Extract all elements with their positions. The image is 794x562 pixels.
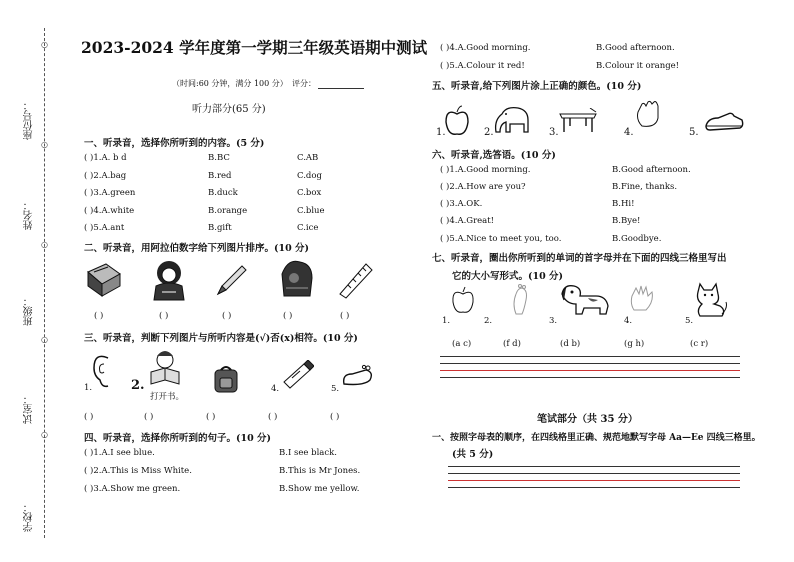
q7-option-3[interactable]: (d b) <box>560 339 581 349</box>
q5-label-2: 2. <box>484 127 494 138</box>
q4-row-2-b: B.This is Mr Jones. <box>279 466 361 476</box>
q4-row-2-a: ( )2.A.This is Miss White. <box>84 466 192 476</box>
q1-row-4-a: ( )4.A.white <box>84 206 135 216</box>
grid-line <box>440 363 740 364</box>
q3-label-1: 1. <box>84 383 93 393</box>
q1-row-5-c: C.ice <box>297 223 319 233</box>
exam-meta: （时间:60 分钟，满分 100 分） <box>172 79 288 88</box>
q4-row-5-a: ( )5.A.Colour it red! <box>440 61 525 71</box>
grid-line <box>448 473 740 474</box>
q2-blank-3[interactable]: ( ) <box>222 311 232 321</box>
q4-row-1-a: ( )1.A.I see blue. <box>84 448 155 458</box>
q1-row-1-c: C.AB <box>297 153 319 163</box>
glue-image <box>280 360 314 390</box>
q3-heading: 三、听录音，判断下列图片与所听内容是(√)否(x)相符。(10 分) <box>84 333 358 344</box>
apple-image <box>444 104 470 138</box>
grid-line <box>440 370 740 371</box>
cut-line <box>44 28 45 538</box>
schoolbag-image <box>211 364 241 394</box>
q3-label-2: 2. <box>131 378 145 393</box>
hand-image <box>634 98 664 130</box>
q6-row-2-b: B.Fine, thanks. <box>612 182 678 192</box>
foot-image <box>340 364 374 390</box>
q7-label-3: 3. <box>549 316 558 326</box>
grid-line <box>448 487 740 488</box>
q6-row-4-a: ( )4.A.Great! <box>440 216 495 226</box>
q1-row-5-a: ( )5.A.ant <box>84 223 125 233</box>
q1-row-2-b: B.red <box>208 171 232 181</box>
binding-strip <box>0 0 56 562</box>
shoe-image <box>704 110 744 134</box>
q1-row-1-a: ( )1.A. b d <box>84 153 127 163</box>
girl-image <box>148 258 190 302</box>
school-label: 学校： <box>24 502 35 532</box>
cat-image <box>692 280 728 318</box>
binding-mark: ○ <box>41 40 48 49</box>
q7-option-2[interactable]: (f d) <box>503 339 521 349</box>
q5-label-1: 1. <box>436 127 446 138</box>
q4-row-1-b: B.I see black. <box>279 448 337 458</box>
q6-row-1-b: B.Good afternoon. <box>612 165 691 175</box>
score-blank[interactable] <box>318 88 364 89</box>
book-image <box>84 258 124 298</box>
q4-row-4-b: B.Good afternoon. <box>596 43 675 53</box>
seat-label: 座位号： <box>24 100 35 140</box>
q7-heading-line1: 七、听录音，圈出你所听到的单词的首字母并在下面的四线三格里写出 <box>432 253 727 264</box>
open-book-kid-image <box>143 348 183 388</box>
q6-row-2-a: ( )2.A.How are you? <box>440 182 526 192</box>
q5-heading: 五、听录音,给下列图片涂上正确的颜色。(10 分) <box>432 81 642 92</box>
q1-row-3-a: ( )3.A.green <box>84 188 136 198</box>
q3-blank-1[interactable]: ( ) <box>84 412 94 422</box>
desk-image <box>558 108 598 134</box>
q7-option-5[interactable]: (c r) <box>690 339 709 349</box>
q2-blank-4[interactable]: ( ) <box>283 311 293 321</box>
q7-label-5: 5. <box>685 316 694 326</box>
q6-row-5-b: B.Goodbye. <box>612 234 662 244</box>
crayon-box-image <box>276 256 318 298</box>
q7-heading-line2: 它的大小写形式。(10 分) <box>452 271 564 282</box>
q6-row-1-a: ( )1.A.Good morning. <box>440 165 531 175</box>
q1-row-4-c: C.blue <box>297 206 325 216</box>
q1-row-5-b: B.gift <box>208 223 232 233</box>
q4-row-4-a: ( )4.A.Good morning. <box>440 43 531 53</box>
q3-blank-5[interactable]: ( ) <box>330 412 340 422</box>
grid-line <box>440 356 740 357</box>
grid-line <box>440 377 740 378</box>
q7-option-4[interactable]: (g h) <box>624 339 645 349</box>
q3-blank-2[interactable]: ( ) <box>144 412 154 422</box>
hand-outline-image <box>628 284 656 314</box>
q3-caption: 打开书。 <box>150 392 185 402</box>
score-label: 评分： <box>292 79 316 88</box>
pencil-image <box>212 262 250 300</box>
q7-label-1: 1. <box>442 316 451 326</box>
listening-section-title: 听力部分(65 分) <box>192 104 266 115</box>
q5-label-4: 4. <box>624 127 634 138</box>
binding-mark: ○ <box>41 240 48 249</box>
q1-row-1-b: B.BC <box>208 153 230 163</box>
binding-mark: ○ <box>41 335 48 344</box>
q3-blank-3[interactable]: ( ) <box>206 412 216 422</box>
ear-image <box>90 352 114 390</box>
q7-label-4: 4. <box>624 316 633 326</box>
elephant-image <box>492 104 532 136</box>
q6-row-3-b: B.Hi! <box>612 199 635 209</box>
q1-row-3-c: C.box <box>297 188 322 198</box>
room-label: 试室： <box>24 394 35 424</box>
binding-mark: ○ <box>41 430 48 439</box>
q3-label-4: 4. <box>271 384 280 394</box>
q2-blank-2[interactable]: ( ) <box>159 311 169 321</box>
name-label: 姓名： <box>24 200 35 230</box>
q6-row-5-a: ( )5.A.Nice to meet you, too. <box>440 234 562 244</box>
q1-row-4-b: B.orange <box>208 206 248 216</box>
q2-blank-5[interactable]: ( ) <box>340 311 350 321</box>
q4-row-5-b: B.Colour it orange! <box>596 61 680 71</box>
q7-label-2: 2. <box>484 316 493 326</box>
q6-row-3-a: ( )3.A.OK. <box>440 199 483 209</box>
written-section-title: 笔试部分（共 35 分） <box>537 414 638 425</box>
q4-row-3-a: ( )3.A.Show me green. <box>84 484 181 494</box>
q3-label-5: 5. <box>331 384 340 394</box>
foot-outline-image <box>510 284 532 318</box>
q2-heading: 二、听录音，用阿拉伯数字给下列图片排序。(10 分) <box>84 243 310 254</box>
q6-row-4-b: B.Bye! <box>612 216 641 226</box>
q1-row-3-b: B.duck <box>208 188 238 198</box>
binding-mark: ○ <box>41 140 48 149</box>
class-label: 班级： <box>24 296 35 326</box>
w1-heading-line2: (共 5 分) <box>452 449 494 460</box>
w1-heading-line1: 一、按照字母表的顺序，在四线格里正确、规范地默写字母 Aa—Ee 四线三格里。 <box>432 433 761 443</box>
q4-row-3-b: B.Show me yellow. <box>279 484 360 494</box>
q5-label-5: 5. <box>689 127 699 138</box>
apple-outline-image <box>450 286 476 316</box>
q7-option-1[interactable]: (a c) <box>452 339 472 349</box>
dog-image <box>556 282 612 318</box>
q1-heading: 一、听录音，选择你所听到的内容。(5 分) <box>84 138 265 149</box>
q6-heading: 六、听录音,选答语。(10 分) <box>432 150 556 161</box>
q1-row-2-a: ( )2.A.bag <box>84 171 127 181</box>
exam-title: 2023-2024 学年度第一学期三年级英语期中测试 <box>81 38 428 57</box>
q4-heading: 四、听录音，选择你所听到的句子。(10 分) <box>84 433 272 444</box>
q1-row-2-c: C.dog <box>297 171 322 181</box>
q5-label-3: 3. <box>549 127 559 138</box>
grid-line <box>448 466 740 467</box>
q3-blank-4[interactable]: ( ) <box>268 412 278 422</box>
grid-line <box>448 480 740 481</box>
q2-blank-1[interactable]: ( ) <box>94 311 104 321</box>
ruler-image <box>336 260 376 300</box>
